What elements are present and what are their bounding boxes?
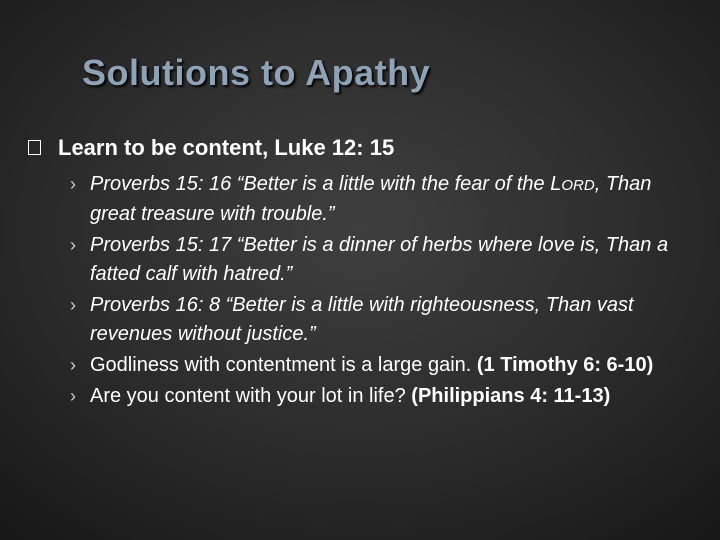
chevron-right-icon: › [70,235,76,255]
chevron-right-icon: › [70,386,76,406]
quote-part: “Better is a little with the fear of the [231,173,551,195]
list-item [70,170,690,229]
slide-title: Solutions to Apathy [82,52,431,93]
main-point-text: Learn to be content, Luke 12: 15 [58,135,395,160]
lord-initial: L [550,173,562,195]
scripture-ref: (1 Timothy 6: 6-10) [476,354,654,376]
lord-smallcaps: ORD [561,177,595,194]
sub-point-text: Proverbs 15: 17 “Better is a dinner of herbs where love is, Than a fatted calf with hatred.” [90,234,669,285]
sub-point-list [70,170,690,413]
chevron-right-icon: › [70,355,76,375]
chevron-right-icon: › [70,295,76,315]
sub-point-text [90,351,653,380]
quote-part: , Than great treasure with trouble.” [90,173,652,225]
sub-point-text: Proverbs 16: 8 “Better is a little with righteousness, Than vast revenues without justice.” [90,294,634,345]
scripture-ref: (Philippians 4: 11-13) [411,385,611,407]
sub-point-body: Are you content with your lot in life? [90,385,406,407]
list-item [70,382,690,411]
list-item [70,291,690,349]
main-bullet [28,133,394,163]
list-item [70,351,690,380]
chevron-right-icon: › [70,174,76,194]
sub-point-text [90,382,610,411]
scripture-ref: Proverbs 15: 16 [90,173,232,195]
box-bullet-icon [28,140,41,155]
sub-point-text [90,170,690,229]
list-item [70,231,690,289]
sub-point-body: Godliness with contentment is a large gain. [90,354,472,376]
